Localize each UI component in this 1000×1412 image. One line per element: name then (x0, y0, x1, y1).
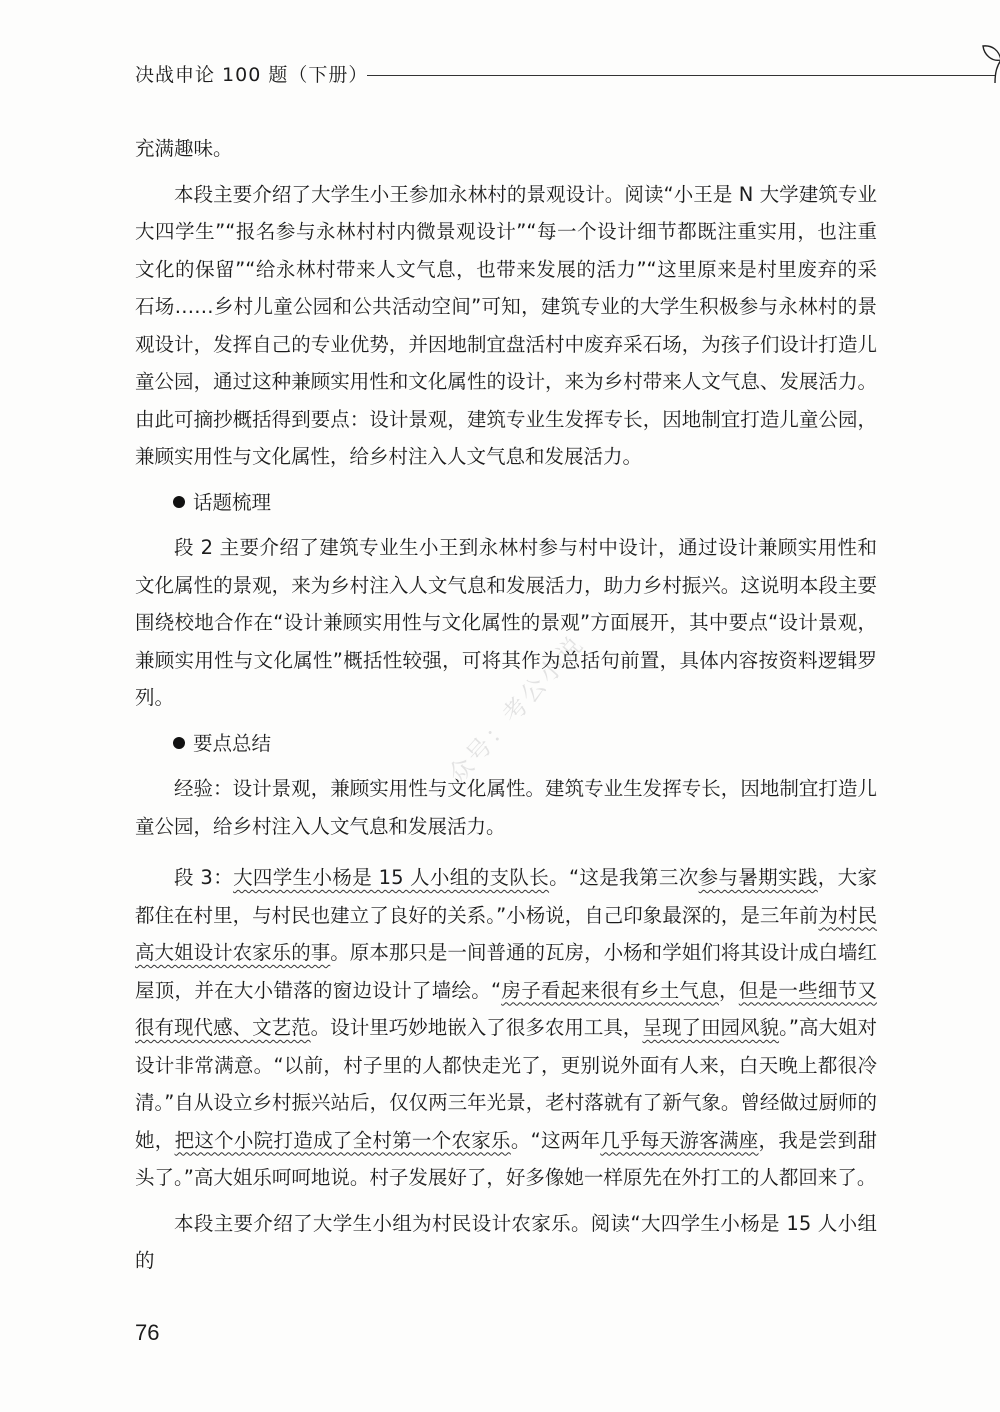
main-text (135, 130, 877, 1288)
text-run: 。“这两年 (510, 1128, 601, 1152)
bullet-summary (135, 725, 877, 763)
wavy-underline: 几乎每天游客满座 (600, 1128, 759, 1152)
book-title: 决战申论 100 题（下册） (135, 64, 369, 86)
sprout-icon (981, 40, 1000, 84)
paragraph-topic: 段 2 主要介绍了建筑专业生小王到永林村参与村中设计，通过设计兼顾实用性和文化属性的景观，来为乡村注入人文气息和发展活力，助力乡村振兴。这说明本段主要围绕校地合作在“设计兼顾实用性与文化属性的景观”方面展开，其中要点“设计景观，兼顾实用性与文化属性”概括性较强，可将其作为总括句前置，具体内容按资料逻辑罗列。 (135, 536, 877, 709)
header-rule (367, 75, 995, 76)
text-run: ， (719, 978, 739, 1002)
wavy-underline: 但是一些细节又很有现代感、文艺范 (135, 978, 877, 1039)
paragraph-continuation: 充满趣味。 (135, 137, 233, 160)
text-run: 。“这是我第三次 (549, 866, 699, 889)
bullet-dot (173, 737, 185, 749)
bullet-topic (135, 484, 877, 522)
text-run: 段 3： (174, 866, 234, 889)
paragraph-analysis-2: 本段主要介绍了大学生小王参加永林村的景观设计。阅读“小王是 N 大学建筑专业大四学生”“报名参与永林村村内微景观设计”“每一个设计细节都既注重实用，也注重文化的保留”“给永林村带来人文气息，也带来发展的活力”“这里原来是村里废弃的采石场……乡村儿童公园和公共活动空间”可知，建筑专业的大学生积极参与永林村的景观设计，发挥自己的专业优势，并因地制宜盘活村中废弃采石场，为孩子们设计打造儿童公园，通过这种兼顾实用性和文化属性的设计，来为乡村带来人文气息、发展活力。由此可摘抄概括得到要点：设计景观，建筑专业生发挥专长，因地制宜打造儿童公园，兼顾实用性与文化属性，给乡村注入人文气息和发展活力。 (135, 182, 877, 468)
wavy-underline: 把这个小院打造成了全村第一个农家乐 (174, 1128, 511, 1152)
watermark: 众号：考公小说 (442, 629, 590, 789)
text-run: ，大家都住在村里，与村民也建立了良好的关系。”小杨说，自己印象最深的，是三年前 (135, 866, 877, 927)
bullet-label: 要点总结 (193, 731, 272, 755)
bullet-label: 话题梳理 (193, 490, 272, 514)
page-number: 76 (135, 1320, 160, 1345)
text-run: ，我是尝到甜头了。”高大姐乐呵呵地说。村子发展好了，好多像她一样原先在外打工的人都回来了。 (135, 1128, 877, 1189)
text-run: 。设计里巧妙地嵌入了很多农用工具， (310, 1016, 643, 1039)
wavy-underline: 呈现了田园风貌 (642, 1016, 780, 1039)
page-header (135, 62, 895, 92)
paragraph-segment-3 (135, 859, 877, 1197)
bullet-dot (173, 496, 185, 508)
wavy-underline: 参与暑期实践 (698, 866, 818, 889)
wavy-underline: 大四学生小杨是 15 人小组的支队长 (233, 866, 550, 889)
text-run: 。原本那只是一间普通的瓦房，小杨和学姐们将其设计成白墙红屋顶，并在大小错落的窗边设计了墙绘。“ (135, 941, 877, 1002)
wavy-underline: 为村民高大姐设计农家乐的事 (135, 903, 877, 964)
paragraph-summary: 经验：设计景观，兼顾实用性与文化属性。建筑专业生发挥专长，因地制宜打造儿童公园，给乡村注入人文气息和发展活力。 (135, 777, 877, 838)
text-run: 。”高大姐对设计非常满意。“以前，村子里的人都快走光了，更别说外面有人来，白天晚上都很冷清。”自从设立乡村振兴站后，仅仅两三年光景，老村落就有了新气象。曾经做过厨师的她， (135, 1016, 877, 1152)
paragraph-analysis-3: 本段主要介绍了大学生小组为村民设计农家乐。阅读“大四学生小杨是 15 人小组的 (135, 1211, 877, 1272)
wavy-underline: 房子看起来很有乡土气息 (501, 978, 719, 1002)
